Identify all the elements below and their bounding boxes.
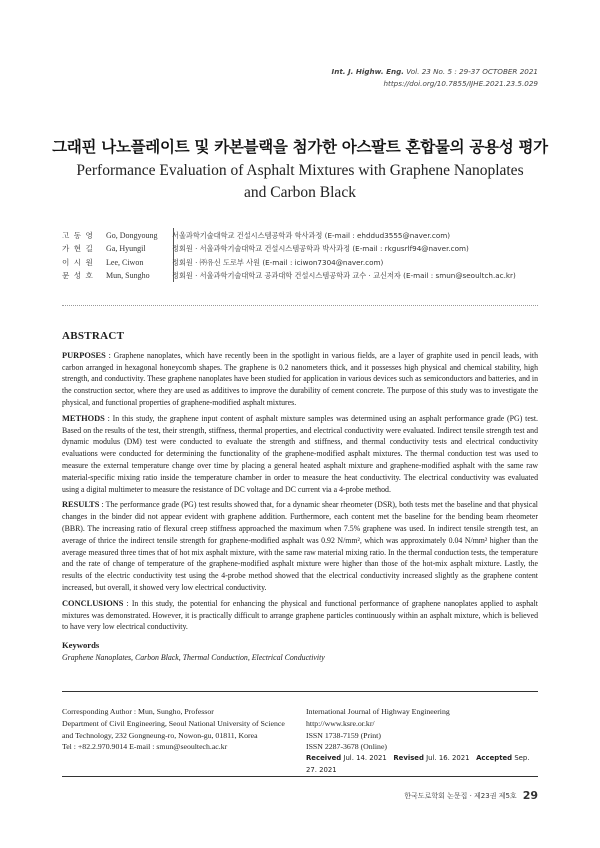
english-title [60,160,540,204]
corresponding-author: Corresponding Author : Mun, Sungho, Professor [62,707,214,716]
keywords-heading: Keywords [62,640,100,651]
conclusions-label: CONCLUSIONS [62,598,124,608]
author-english-name: Mun, Sungho [106,271,150,281]
results-label: RESULTS [62,500,100,510]
abstract-heading: ABSTRACT [62,330,125,342]
results-text: : The performance grade (PG) test results showed that, for a dynamic shear rheometer (DSR), both tests met the baseline and that physical changes in the binder did not appear evident with graphene addition. Furthermore, each content met the baseline for the bending beam rheometer (BBR). The increasing ratio of flexural creep stiffness approached the maximum when 7.5% graphene was used. In indirect tensile strength test, an average of thrice the indirect tensile strength for graphene-modified asphalt was 0.92 N/mm², which was approximately 0.04 N/mm² higher than the average measured three times that of hot mix asphalt mixture, with the same raw material mixing ratio. In the thermal conduction tests, the temperature and the rate of change of temperature of the graphene-modified asphalt mixture were higher than those of the hot-mix asphalt mixture. Lastly, the results of the electric conductivity test using the 4-probe method showed that the electrical conductivity increased slightly as the graphene content increased, but overall, it showed very low electrical conductivity. [62,500,538,592]
page-footer-rule [62,776,538,777]
author-row [62,229,516,242]
corresponding-author-block [62,706,292,753]
received-label: Received [306,754,342,763]
journal-url[interactable]: http://www.ksre.or.kr/ [306,718,375,728]
page-footer [404,789,538,802]
author-korean-name: 이 시 원 [62,257,94,267]
korean-title: 그래핀 나노플레이트 및 카본블랙을 첨가한 아스팔트 혼합물의 공용성 평가 [52,138,548,156]
author-english-name: Lee, Ciwon [106,257,144,267]
address: and Technology, 232 Gongneung-ro, Nowon-gu, 01811, Korea [62,730,258,740]
conclusions-paragraph [62,598,538,633]
volume-line: Vol. 23 No. 5 : 29-37 OCTOBER 2021 [406,67,538,76]
issn-print: ISSN 1738-7159 (Print) [306,730,381,740]
journal-info-block [306,706,538,777]
conclusions-text: : In this study, the potential for enhancing the physical and functional performance of graphene nanoplates applied to asphalt mixtures was demonstrated. However, it is practically difficult to arrange graphene particles continuously within an asphalt mixture, which is believed to have very low electrical conductivity. [62,598,538,632]
author-korean-name: 문 성 호 [62,271,94,281]
author-english-name: Ga, Hyungil [106,244,146,254]
journal-issue: 한국도로학회 논문집 · 제23권 제5호 [404,792,517,800]
author-affiliation: 정회원 · ㈜유신 도로부 사원 (E-mail : iciwon7304@naver.com) [172,257,384,267]
results-paragraph [62,499,538,593]
author-row [62,256,516,269]
abstract-section [62,331,538,664]
journal-header [332,66,538,90]
author-row [62,242,516,255]
purposes-text: : Graphene nanoplates, which have recently been in the spotlight in various fields, are a layer of graphite used in pencil leads, with carbon arranged in hexagonal honeycomb shapes. The graphene is 0.2 nanometers thick, and it possesses high physical and chemical stability, high strength, and conductivity. These graphene nanoplates have been studied for application in various devices such as semiconductors and batteries, and in the construction sector, where they are used as additives to improve the durability of cement concrete. The purpose of this study was to investigate the physical, and functional properties of graphene-modified asphalt mixtures. [62,350,538,407]
author-korean-name: 고 동 영 [62,231,94,240]
received-date: Jul. 14. 2021 [343,754,387,763]
author-list [62,229,516,283]
methods-text: : In this study, the graphene input content of asphalt mixture samples was determined using an asphalt performance grade (PG) test. Based on the results of the test, their strength, stiffness, thermal properties, and electrical conductivity were evaluated. Indirect tensile strength test and dynamic modulus (DM) test were conducted to evaluate the strength and stiffness, and thermal conductivity tests and electrical conductivity evaluations were conducted for determining the functionality of the graphene-modified asphalt mixtures. The thermal conduction test was used to measure the external temperature change over time by placing a general heated asphalt mixture and graphene-modified asphalt with the same raw material-specific mixing ratio inside the temperature chamber in order to measure the heat conductivity. The electrical conductivity was evaluated using a digital multimeter to measure the resistance of DC voltage and DC current via a 4-probe method. [62,413,538,494]
article-dates [306,753,538,777]
keywords-list: Graphene Nanoplates, Carbon Black, Thermal Conduction, Electrical Conductivity [62,652,325,662]
department: Department of Civil Engineering, Seoul National University of Science [62,718,285,728]
journal-name: Int. J. Highw. Eng. [331,67,404,76]
author-affiliation: 정회원 · 서울과학기술대학교 건설시스템공학과 박사과정 (E-mail : rkgusrlf94@naver.com) [172,244,469,254]
revised-date: Jul. 16. 2021 [426,754,470,763]
author-korean-name: 가 현 길 [62,244,94,254]
author-affiliation: 서울과학기술대학교 건설시스템공학과 학사과정 (E-mail : ehddud3555@naver.com) [172,231,451,240]
revised-label: Revised [393,754,424,763]
accepted-date: Sep. 27. 2021 [306,754,530,774]
section-divider [62,305,538,306]
purposes-paragraph [62,350,538,409]
english-title-line-2: and Carbon Black [244,184,356,201]
methods-label: METHODS [62,413,105,423]
contact: Tel : +82.2.970.9014 E-mail : smun@seoultech.ac.kr [62,742,228,752]
author-affiliation: 정회원 · 서울과학기술대학교 공과대학 건설시스템공학과 교수 · 교신저자 (E-mail : smun@seoultch.ac.kr) [172,271,516,281]
issn-online: ISSN 2287-3678 (Online) [306,742,387,752]
journal-full-name: International Journal of Highway Engineering [306,707,450,716]
purposes-label: PURPOSES [62,350,106,360]
methods-paragraph [62,413,538,496]
author-row [62,269,516,282]
english-title-line-1: Performance Evaluation of Asphalt Mixtures with Graphene Nanoplates [76,162,524,179]
doi-link[interactable]: https://doi.org/10.7855/IJHE.2021.23.5.029 [383,79,538,88]
author-english-name: Go, Dongyoung [106,231,158,240]
page-number: 29 [522,789,538,802]
footer-rule [62,691,538,692]
accepted-label: Accepted [476,754,513,763]
